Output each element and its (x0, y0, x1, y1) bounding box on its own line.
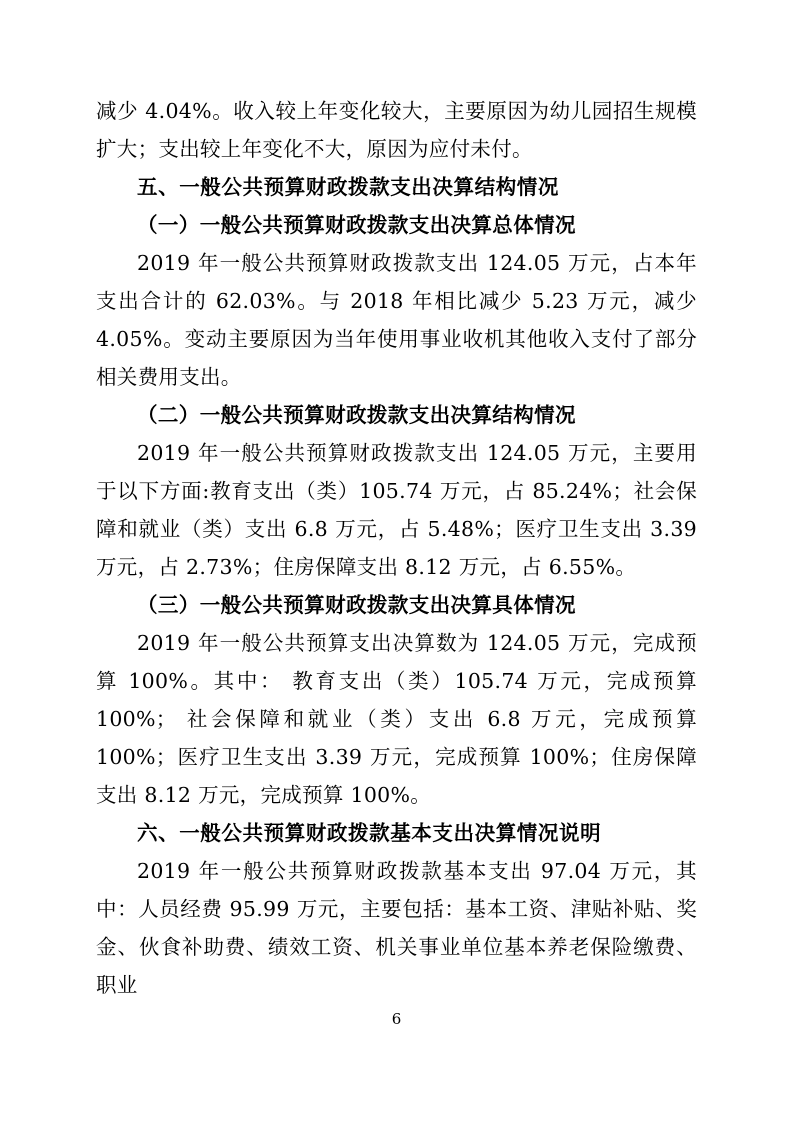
paragraph-basic-expenditure: 2019 年一般公共预算财政拨款基本支出 97.04 万元，其中：人员经费 95.99 万元，主要包括：基本工资、津贴补贴、奖金、伙食补助费、绩效工资、机关事业单位基本养老保险缴费、职业 (96, 859, 697, 997)
subsection-heading-one: （一）一般公共预算财政拨款支出决算总体情况 (137, 213, 576, 237)
subsection-heading-two: （二）一般公共预算财政拨款支出决算结构情况 (137, 403, 576, 427)
page-number: 6 (391, 1010, 402, 1028)
subsection-heading-three: （三）一般公共预算财政拨款支出决算具体情况 (137, 593, 576, 617)
paragraph-continuation: 减少 4.04%。收入较上年变化较大，主要原因为幼儿园招生规模扩大；支出较上年变化不大，原因为应付未付。 (96, 99, 697, 161)
section-heading-six: 六、一般公共预算财政拨款基本支出决算情况说明 (137, 821, 602, 845)
paragraph-structure-situation: 2019 年一般公共预算财政拨款支出 124.05 万元，主要用于以下方面:教育支出（类）105.74 万元，占 85.24%；社会保障和就业（类）支出 6.8 万元，占 5.48%；医疗卫生支出 3.39 万元，占 2.73%；住房保障支出 8.12 万元，占 6.55%。 (96, 441, 697, 579)
paragraph-overall-situation: 2019 年一般公共预算财政拨款支出 124.05 万元，占本年支出合计的 62.03%。与 2018 年相比减少 5.23 万元，减少 4.05%。变动主要原因为当年使用事业收机其他收入支付了部分相关费用支出。 (96, 251, 697, 389)
section-heading-five: 五、一般公共预算财政拨款支出决算结构情况 (137, 175, 559, 199)
document-body (96, 92, 697, 1004)
paragraph-specific-situation: 2019 年一般公共预算支出决算数为 124.05 万元，完成预算 100%。其中： 教育支出（类）105.74 万元，完成预算 100%； 社会保障和就业（类）支出 6.8 万元，完成预算 100%；医疗卫生支出 3.39 万元，完成预算 100%；住房保障支出 8.12 万元，完成预算 100%。 (96, 631, 697, 807)
